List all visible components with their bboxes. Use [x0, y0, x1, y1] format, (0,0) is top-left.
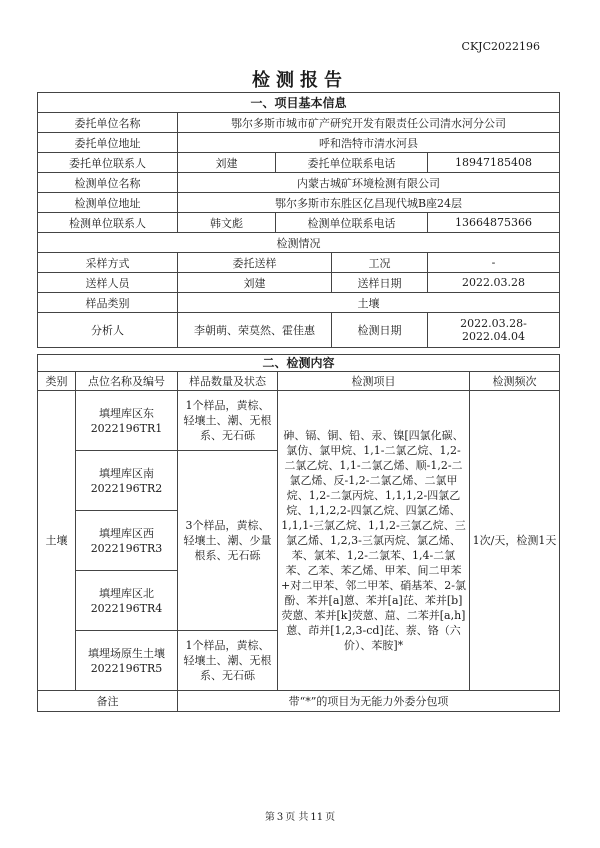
point-cell — [76, 451, 178, 511]
footer-suffix: 页 — [325, 812, 336, 823]
sample-type: 土壤 — [178, 293, 560, 313]
test-date-label: 检测日期 — [332, 313, 428, 348]
sample-qty-status: 1个样品，黄棕、轻壤土、潮、无根系、无石砾 — [178, 391, 278, 451]
client-name: 鄂尔多斯市城市矿产研究开发有限责任公司清水河分公司 — [178, 113, 560, 133]
header-point: 点位名称及编号 — [76, 372, 178, 391]
client-name-label: 委托单位名称 — [38, 113, 178, 133]
client-phone-label: 委托单位联系电话 — [276, 153, 428, 173]
point-name: 填埋库区东 — [99, 406, 154, 420]
point-name: 填埋库区西 — [99, 526, 154, 540]
lab-phone: 13664875366 — [428, 213, 560, 233]
basic-info-table — [37, 92, 560, 348]
sample-qty-status: 3个样品，黄棕、轻壤土、潮、少量根系、无石砾 — [178, 451, 278, 631]
point-code: 2022196TR1 — [90, 421, 163, 435]
sample-category: 土壤 — [38, 391, 76, 691]
total-pages: 11 — [310, 812, 324, 823]
lab-name-label: 检测单位名称 — [38, 173, 178, 193]
header-frequency: 检测频次 — [470, 372, 560, 391]
report-code: CKJC2022196 — [461, 40, 540, 53]
lab-phone-label: 检测单位联系电话 — [276, 213, 428, 233]
send-date-label: 送样日期 — [332, 273, 428, 293]
lab-address-label: 检测单位地址 — [38, 193, 178, 213]
note-label: 备注 — [38, 691, 178, 712]
sender: 刘建 — [178, 273, 332, 293]
header-items: 检测项目 — [278, 372, 470, 391]
send-date: 2022.03.28 — [428, 273, 560, 293]
test-date: 2022.03.28-2022.04.04 — [428, 313, 560, 348]
point-code: 2022196TR5 — [90, 661, 163, 675]
condition-label: 工况 — [332, 253, 428, 273]
page-number: 3 — [276, 812, 284, 823]
client-contact: 刘建 — [178, 153, 276, 173]
client-phone: 18947185408 — [428, 153, 560, 173]
point-cell — [76, 511, 178, 571]
point-code: 2022196TR2 — [90, 481, 163, 495]
point-name: 填埋场原生土壤 — [88, 646, 165, 660]
lab-contact-label: 检测单位联系人 — [38, 213, 178, 233]
header-qty: 样品数量及状态 — [178, 372, 278, 391]
analyst-label: 分析人 — [38, 313, 178, 348]
page-title: 检测报告 — [252, 70, 348, 91]
test-items: 砷、镉、铜、铅、汞、镍[四氯化碳、氯仿、氯甲烷、1,1-二氯乙烷、1,2-二氯乙烷、1,1-二氯乙烯、顺-1,2-二氯乙烯、反-1,2-二氯乙烯、二氯甲烷、1,2-二氯丙烷、1,1,1,2-四氯乙烷、1,1,2,2-四氯乙烷、四氯乙烯、1,1,1-三氯乙烷、1,1,2-三氯乙烷、三氯乙烯、1,2,3-三氯丙烷、氯乙烯、苯、氯苯、1,2-二氯苯、1,4-二氯苯、乙苯、苯乙烯、甲苯、间二甲苯+对二甲苯、邻二甲苯、硝基苯、2-氯酚、苯并[a]蒽、苯并[a]芘、苯并[b]荧蒽、苯并[k]荧蒽、䓛、二苯并[a,h]蒽、茚并[1,2,3-cd]芘、萘、铬（六价）、苯胺]* — [278, 391, 470, 691]
section-test-content: 二、检测内容 — [38, 355, 560, 372]
sampling-method-label: 采样方式 — [38, 253, 178, 273]
point-code: 2022196TR3 — [90, 541, 163, 555]
sample-type-label: 样品类别 — [38, 293, 178, 313]
point-cell — [76, 391, 178, 451]
condition: - — [428, 253, 560, 273]
lab-address: 鄂尔多斯市东胜区亿昌现代城B座24层 — [178, 193, 560, 213]
section-test-status: 检测情况 — [38, 233, 560, 253]
lab-contact: 韩文彪 — [178, 213, 276, 233]
header-category: 类别 — [38, 372, 76, 391]
sender-label: 送样人员 — [38, 273, 178, 293]
point-name: 填埋库区北 — [99, 586, 154, 600]
sampling-method: 委托送样 — [178, 253, 332, 273]
footer-prefix: 第 — [264, 812, 275, 823]
footer-mid: 页 共 — [285, 812, 309, 823]
point-name: 填埋库区南 — [99, 466, 154, 480]
client-address-label: 委托单位地址 — [38, 133, 178, 153]
client-address: 呼和浩特市清水河县 — [178, 133, 560, 153]
analysts: 李朝萌、荣莫然、霍佳惠 — [178, 313, 332, 348]
client-contact-label: 委托单位联系人 — [38, 153, 178, 173]
note: 带“*”的项目为无能力外委分包项 — [178, 691, 560, 712]
point-code: 2022196TR4 — [90, 601, 163, 615]
point-cell — [76, 571, 178, 631]
test-content-table — [37, 354, 560, 712]
sample-qty-status: 1个样品，黄棕、轻壤土、潮、无根系、无石砾 — [178, 631, 278, 691]
point-cell — [76, 631, 178, 691]
section-basic-info: 一、项目基本信息 — [38, 93, 560, 113]
lab-name: 内蒙古城矿环境检测有限公司 — [178, 173, 560, 193]
page-footer — [0, 808, 600, 823]
test-frequency: 1次/天，检测1天 — [470, 391, 560, 691]
